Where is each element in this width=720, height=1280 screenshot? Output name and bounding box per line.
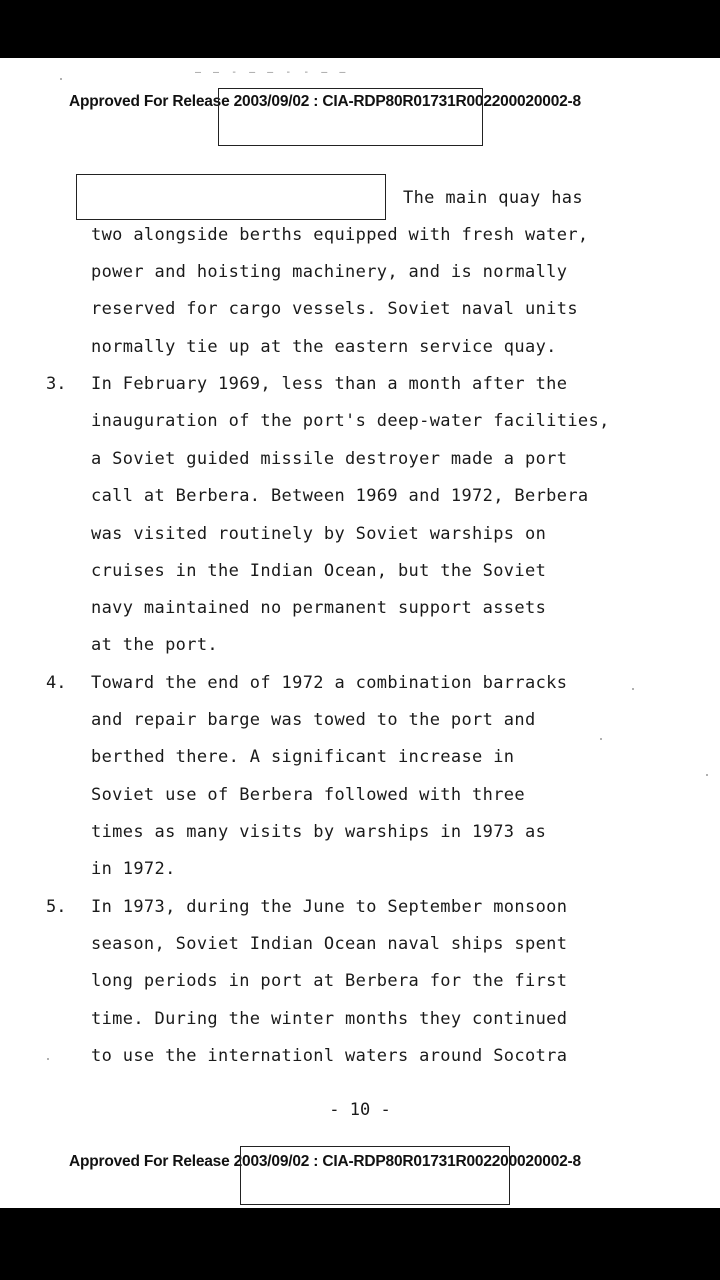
- body-line: long periods in port at Berbera for the first: [91, 971, 568, 991]
- body-line: navy maintained no permanent support assets: [91, 598, 547, 618]
- body-line: Soviet use of Berbera followed with three: [91, 785, 525, 805]
- body-line: cruises in the Indian Ocean, but the Soviet: [91, 561, 547, 581]
- document-page: [0, 58, 720, 1208]
- body-line: was visited routinely by Soviet warships on: [91, 524, 547, 544]
- body-line: in 1972.: [91, 859, 176, 879]
- release-footer: Approved For Release 2003/09/02 : CIA-RDP80R01731R002200020002-8: [69, 1153, 581, 1170]
- body-line: to use the internationl waters around Socotra: [91, 1046, 568, 1066]
- body-line: Toward the end of 1972 a combination barracks: [91, 673, 568, 693]
- scan-artifact: — — - — — - - — —: [195, 67, 349, 78]
- body-line: two alongside berths equipped with fresh water,: [91, 225, 589, 245]
- body-line: a Soviet guided missile destroyer made a port: [91, 449, 568, 469]
- scan-speck: [706, 774, 708, 776]
- body-line: power and hoisting machinery, and is normally: [91, 262, 568, 282]
- body-line: In 1973, during the June to September monsoon: [91, 897, 568, 917]
- body-line: times as many visits by warships in 1973 as: [91, 822, 547, 842]
- body-line: The main quay has: [403, 188, 583, 208]
- body-line: berthed there. A significant increase in: [91, 747, 515, 767]
- redaction-box-footer: [240, 1146, 510, 1205]
- redaction-box-body: [76, 174, 386, 220]
- body-line: reserved for cargo vessels. Soviet naval units: [91, 299, 578, 319]
- paragraph-number: 5.: [46, 897, 67, 917]
- redaction-box-header: [218, 88, 483, 146]
- scan-speck: [60, 78, 62, 80]
- body-line: time. During the winter months they continued: [91, 1009, 568, 1029]
- scan-speck: [600, 738, 602, 740]
- body-line: season, Soviet Indian Ocean naval ships spent: [91, 934, 568, 954]
- scan-speck: [47, 1058, 49, 1060]
- body-line: call at Berbera. Between 1969 and 1972, Berbera: [91, 486, 589, 506]
- body-line: inauguration of the port's deep-water facilities,: [91, 411, 610, 431]
- paragraph-number: 3.: [46, 374, 67, 394]
- body-line: at the port.: [91, 635, 219, 655]
- body-line: In February 1969, less than a month after the: [91, 374, 568, 394]
- scan-speck: [632, 688, 634, 690]
- release-header: Approved For Release 2003/09/02 : CIA-RDP80R01731R002200020002-8: [69, 93, 581, 110]
- paragraph-number: 4.: [46, 673, 67, 693]
- page-number: - 10 -: [329, 1100, 391, 1120]
- body-line: normally tie up at the eastern service quay.: [91, 337, 557, 357]
- body-line: and repair barge was towed to the port and: [91, 710, 536, 730]
